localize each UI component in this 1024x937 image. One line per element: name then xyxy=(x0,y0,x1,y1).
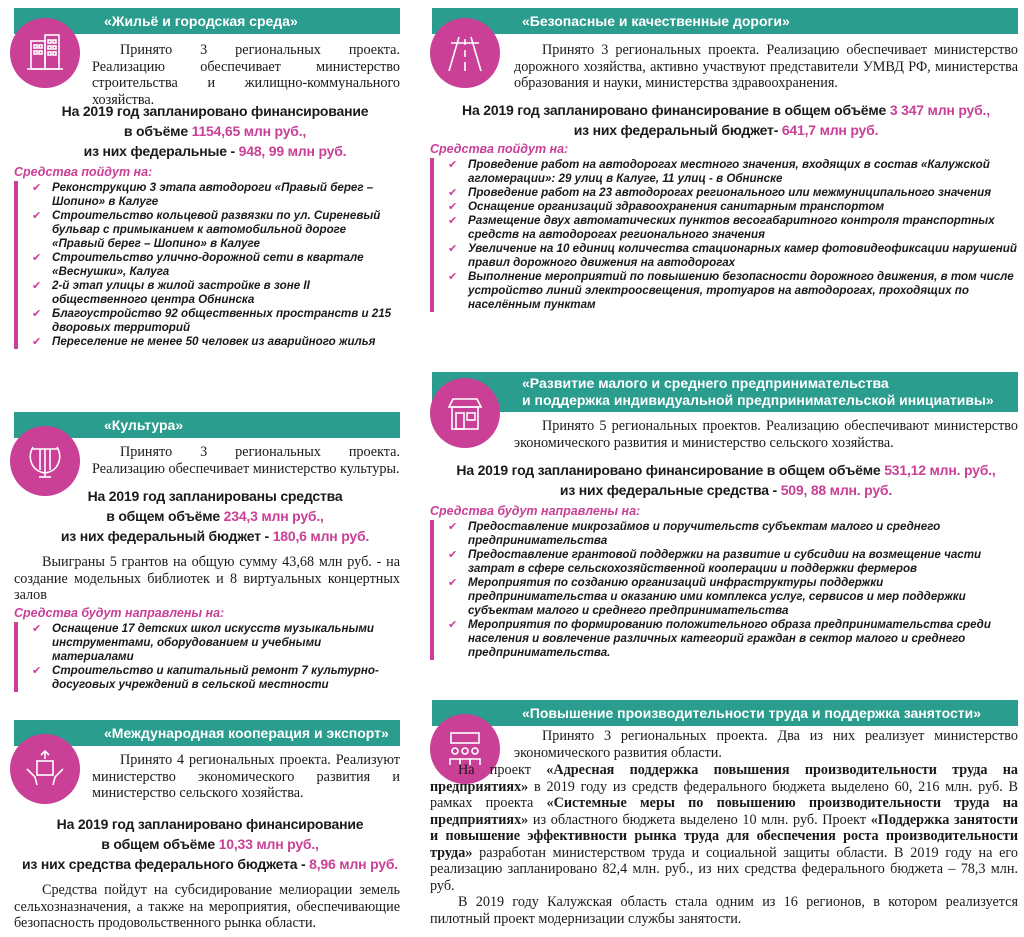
project-name: «Поддержка занятости и повышение эффективности рынка труда для обеспечения роста производительности труда» xyxy=(430,811,1018,861)
items-list xyxy=(430,158,1020,312)
funding-summary xyxy=(60,101,370,161)
items-list xyxy=(430,520,1020,660)
outro-text: Средства пойдут на субсидирование мелиорации земель сельхозназначения, а также на мероприятия, обеспечивающие безопасность продовольственного рынка области. xyxy=(14,882,400,931)
section-title: «Жильё и городская среда» xyxy=(14,8,400,34)
funding-amount: 531,12 млн. руб., xyxy=(884,462,996,478)
section-title: «Безопасные и качественные дороги» xyxy=(432,8,1018,34)
road-icon xyxy=(430,18,500,88)
text-run: в 2019 году из средств федерального бюджета выделено 60, 216 млн. руб. В рамках проекта xyxy=(430,778,1018,811)
section-title-line: и поддержка индивидуальной предпринимательской инициативы» xyxy=(522,392,994,408)
text-run: разработан министерством труда и социальной защиты области. В 2019 году на его реализацию запланировано 82,4 млн. руб., из них средства федерального бюджета – 78,3 млн. руб. xyxy=(430,844,1018,894)
funding-line: в объёме xyxy=(123,123,192,139)
funding-line: из них федеральные средства - xyxy=(559,482,781,498)
list-item: ✔ Мероприятия по созданию организаций инфраструктуры поддержки предпринимательства и оказанию ими комплекса услуг, сервисов и мер поддержки субъектам малого и среднего предпринимательства xyxy=(446,576,1020,618)
list-item: ✔ Предоставление грантовой поддержки на развитие и субсидии на возмещение части затрат в сфере сельскохозяйственной кооперации и поддержки фермеров xyxy=(446,548,1020,576)
funding-federal: 948, 99 млн руб. xyxy=(238,143,347,159)
list-item: ✔ Оснащение 17 детских школ искусств музыкальными инструментами, оборудованием и учебными материалами xyxy=(30,622,400,664)
city-buildings-icon xyxy=(10,18,80,88)
funding-federal: 180,6 млн руб. xyxy=(272,528,370,544)
list-item: ✔ Предоставление микрозаймов и поручительств субъектам малого и среднего предпринимательства xyxy=(446,520,1020,548)
section-housing xyxy=(0,0,412,400)
section-title: «Культура» xyxy=(14,412,400,438)
list-item: ✔ Оснащение организаций здравоохранения санитарным транспортом xyxy=(446,200,1020,214)
section-intro: Принято 3 региональных проекта. Реализацию обеспечивает министерство дорожного хозяйства, активно участвуют представители УМВД РФ, министерства образования и науки, министерства здравоохранения. xyxy=(514,42,1018,91)
list-subheading: Средства будут направлены на: xyxy=(14,606,225,620)
list-item: ✔ Строительство кольцевой развязки по ул. Сиреневый бульвар с примыканием к автомобильной дороге «Правый берег – Шопино» в Калуге xyxy=(30,209,400,251)
list-item: ✔ Переселение не менее 50 человек из аварийного жилья xyxy=(30,335,400,349)
list-item: ✔ Увеличение на 10 единиц количества стационарных камер фотовидеофиксации нарушений правил дорожного движения на автодорогах xyxy=(446,242,1020,270)
list-subheading: Средства будут направлены на: xyxy=(430,504,641,518)
section-intro: Принято 4 региональных проекта. Реализуют министерство экономического развития и министерство сельского хозяйства. xyxy=(92,752,400,801)
project-name: «Системные меры по повышению производительности труда на предприятиях» xyxy=(430,795,1018,828)
funding-line: из них федеральные - xyxy=(83,143,239,159)
section-title: «Повышение производительности труда и поддержка занятости» xyxy=(432,700,1018,726)
section-roads xyxy=(424,0,1024,360)
section-export xyxy=(0,720,412,937)
list-item: ✔ Мероприятия по формированию положительного образа предпринимательства среди населения и вовлечение различных категорий граждан в сектор малого и среднего предпринимательства. xyxy=(446,618,1020,660)
funding-federal: 641,7 млн руб. xyxy=(781,122,879,138)
funding-line: из них средства федерального бюджета - xyxy=(22,856,310,872)
funding-line: На 2019 год запланировано финансирование в общем объёме xyxy=(456,462,885,478)
section-intro: Принято 5 региональных проектов. Реализацию обеспечивают министерство экономического развития и министерство сельского хозяйства. xyxy=(514,418,1018,451)
section-labor xyxy=(424,700,1024,937)
items-list xyxy=(14,181,400,349)
funding-line: На 2019 год запланировано финансирование xyxy=(56,816,364,832)
shop-icon xyxy=(430,378,500,448)
funding-line: в общем объёме xyxy=(106,508,224,524)
funding-amount: 3 347 млн руб., xyxy=(889,102,990,118)
labor-pilot-text: В 2019 году Калужская область стала одним из 16 регионов, в котором реализуется пилотный проект модернизации службы занятости. xyxy=(430,894,1018,927)
funding-amount: 1154,65 млн руб., xyxy=(191,123,307,139)
list-item: ✔ Выполнение мероприятий по повышению безопасности дорожного движения, в том числе устройство линий электроосвещения, тротуаров на автодорогах, проходящих по населённым пунктам xyxy=(446,270,1020,312)
hands-box-icon xyxy=(10,734,80,804)
section-culture xyxy=(0,412,412,712)
funding-amount: 10,33 млн руб., xyxy=(218,836,319,852)
funding-line: из них федеральный бюджет - xyxy=(60,528,273,544)
text-run: из областного бюджета выделено 10 млн. руб. Проект xyxy=(528,811,871,828)
list-item: ✔ Проведение работ на автодорогах местного значения, входящих в состав «Калужской агломерации»: 29 улиц в Калуге, 11 улиц - в Обнинске xyxy=(446,158,1020,186)
funding-line: из них федеральный бюджет- xyxy=(573,122,782,138)
project-name: «Адресная поддержка повышения производительности труда на предприятиях» xyxy=(430,762,1019,795)
section-intro: Принято 3 региональных проекта. Реализацию обеспечивает министерство культуры. xyxy=(92,444,400,477)
section-intro: Принято 3 региональных проекта. Два из них реализует министерство экономического развития области. xyxy=(514,728,1018,761)
funding-line: На 2019 год запланировано финансирование xyxy=(61,103,369,119)
items-list xyxy=(14,622,400,692)
grants-text: Выиграны 5 грантов на общую сумму 43,68 млн руб. - на создание модельных библиотек и 8 виртуальных концертных залов xyxy=(14,554,400,603)
list-subheading: Средства пойдут на: xyxy=(14,165,153,179)
list-subheading: Средства пойдут на: xyxy=(430,142,569,156)
list-item: ✔ Размещение двух автоматических пунктов весогабаритного контроля транспортных средств на автодорогах регионального значения xyxy=(446,214,1020,242)
funding-line: На 2019 год запланировано финансирование в общем объёме xyxy=(462,102,890,118)
funding-summary xyxy=(20,814,400,874)
list-item: ✔ Реконструкцию 3 этапа автодороги «Правый берег – Шопино» в Калуге xyxy=(30,181,400,209)
funding-amount: 234,3 млн руб., xyxy=(223,508,324,524)
list-item: ✔ Строительство улично-дорожной сети в квартале «Веснушки», Калуга xyxy=(30,251,400,279)
funding-federal: 8,96 млн руб. xyxy=(309,856,398,872)
text-run: На проект xyxy=(458,762,547,778)
funding-federal: 509, 88 млн. руб. xyxy=(780,482,893,498)
section-title-line: «Развитие малого и среднего предпринимательства xyxy=(522,375,889,391)
funding-summary xyxy=(60,486,370,546)
list-item: ✔ Благоустройство 92 общественных пространств и 215 дворовых территорий xyxy=(30,307,400,335)
section-business xyxy=(424,372,1024,692)
funding-line: в общем объёме xyxy=(101,836,219,852)
section-title: «Международная кооперация и экспорт» xyxy=(14,720,400,746)
funding-line: На 2019 год запланированы средства xyxy=(87,488,343,504)
labor-projects-text xyxy=(430,762,1018,894)
section-intro: Принято 3 региональных проекта. Реализацию обеспечивает министерство строительства и жилищно-коммунального хозяйства. xyxy=(92,42,400,108)
list-item: ✔ Строительство и капитальный ремонт 7 культурно-досуговых учреждений в сельской местности xyxy=(30,664,400,692)
list-item: ✔ 2-й этап улицы в жилой застройке в зоне II общественного центра Обнинска xyxy=(30,279,400,307)
list-item: ✔ Проведение работ на 23 автодорогах регионального или межмуниципального значения xyxy=(446,186,1020,200)
section-title xyxy=(432,372,1018,412)
funding-summary xyxy=(434,460,1018,500)
funding-summary xyxy=(434,100,1018,140)
